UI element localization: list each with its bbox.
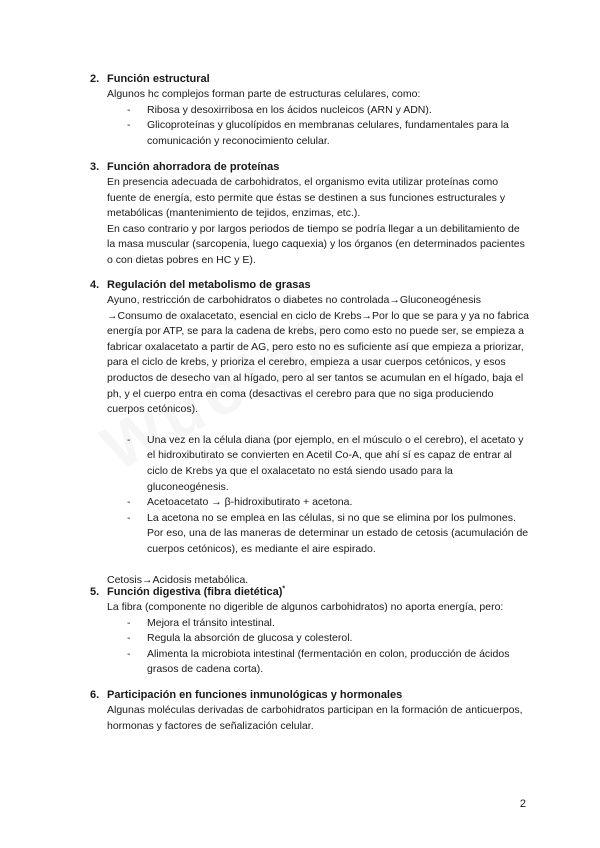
- section-metabolismo-grasas: [90, 277, 530, 588]
- section-ahorradora-proteinas: [90, 159, 530, 269]
- bullet-dash: -: [127, 647, 131, 660]
- bullet-list: [127, 433, 530, 558]
- section-heading: Función estructural: [107, 73, 210, 85]
- list-item: - Acetoacetato → β-hidroxibutirato + acetona.: [127, 495, 530, 511]
- bullet-dash: -: [127, 632, 131, 645]
- section-inmunologicas-hormonales: [90, 687, 530, 734]
- bullet-dash: -: [127, 616, 131, 629]
- section-heading: Función ahorradora de proteínas: [107, 161, 280, 173]
- section-number: 2.: [90, 73, 100, 85]
- section-heading: Función digestiva (fibra dietética)*: [107, 585, 286, 598]
- section-funcion-estructural: [90, 71, 530, 149]
- section-number: 3.: [90, 161, 100, 173]
- list-item: - Regula la absorción de glucosa y colesterol.: [127, 631, 530, 647]
- section-paragraph: Cetosis→Acidosis metabólica.: [107, 573, 249, 586]
- section-heading: Regulación del metabolismo de grasas: [107, 279, 311, 291]
- bullet-dash: -: [127, 119, 131, 132]
- list-item: - Alimenta la microbiota intestinal (fermentación en colon, producción de ácidos grasos de cadena corta).: [127, 647, 510, 676]
- footnote-mark: *: [282, 585, 286, 593]
- section-intro: La fibra (componente no digerible de algunos carbohidratos) no aporta energía, pero:: [107, 601, 504, 613]
- page-number: 2: [519, 798, 526, 810]
- list-item: - Glicoproteínas y glucolípidos en membranas celulares, fundamentales para la comunicación y reconocimiento celular.: [127, 119, 509, 147]
- section-heading: Participación en funciones inmunológicas y hormonales: [107, 689, 403, 701]
- bullet-dash: -: [127, 496, 131, 509]
- bullet-dash: -: [127, 511, 131, 524]
- bullet-dash: -: [127, 433, 131, 446]
- section-funcion-digestiva: [90, 584, 530, 678]
- section-paragraph: Ayuno, restricción de carbohidratos o diabetes no controlada→Gluconeogénesis →Consumo de oxalacetato, esencial en ciclo de Krebs→Por lo que se para y ya no fabrica energía por ATP, se para la cadena de krebs, pero como esto no puede ser, se empieza a fabricar oxalacetato a partir de AG, pero esto no es suficiente así que empieza a priorizar, para el ciclo de krebs, y prioriza el cerebro, empieza a usar cuerpos cetónicos, y esos productos de desecho van al hígado, pero al ser tantos se acumulan en el hígado, baja el ph, y el cuerpo entra en coma (desactivas el cerebro para que no siga produciendo cuerpos cetónicos).: [107, 294, 529, 416]
- section-intro: Algunos hc complejos forman parte de estructuras celulares, como:: [107, 88, 421, 100]
- bullet-dash: -: [127, 103, 131, 116]
- bullet-list: [127, 103, 530, 150]
- section-number: 4.: [90, 279, 100, 291]
- section-paragraph: En caso contrario y por largos periodos de tiempo se podría llegar a un debilitamiento de la masa muscular (sarcopenia, luego caquexia) y los órganos (en determinados pacientes o con dietas pobres en HC y E).: [107, 222, 525, 266]
- list-item: - Una vez en la célula diana (por ejemplo, en el músculo o el cerebro), el acetato y el hidroxibutirato se convierten en Acetil Co-A, que ahí sí es capaz de entrar al ciclo de Krebs ya que el oxalacetato no está siendo usado para la gluconeogénesis.: [127, 433, 524, 493]
- bullet-list: [127, 616, 530, 678]
- section-paragraph: Algunas moléculas derivadas de carbohidratos participan en la formación de anticuerpos, hormonas y factores de señalización celular.: [107, 704, 523, 732]
- list-item: - Mejora el tránsito intestinal.: [127, 616, 530, 632]
- section-paragraph: En presencia adecuada de carbohidratos, el organismo evita utilizar proteínas como fuente de energía, esto permite que éstas se destinen a sus funciones estructurales y metabólicas (mantenimiento de tejidos, enzimas, etc.).: [107, 176, 506, 220]
- list-item: - Ribosa y desoxirribosa en los ácidos nucleicos (ARN y ADN).: [127, 103, 530, 119]
- section-number: 6.: [90, 689, 100, 701]
- section-number: 5.: [90, 586, 100, 598]
- list-item: - La acetona no se emplea en las células, si no que se elimina por los pulmones. Por eso, una de las maneras de determinar un estado de cetosis (acumulación de cuerpos cetónicos), es mediante el aire espirado.: [127, 511, 529, 555]
